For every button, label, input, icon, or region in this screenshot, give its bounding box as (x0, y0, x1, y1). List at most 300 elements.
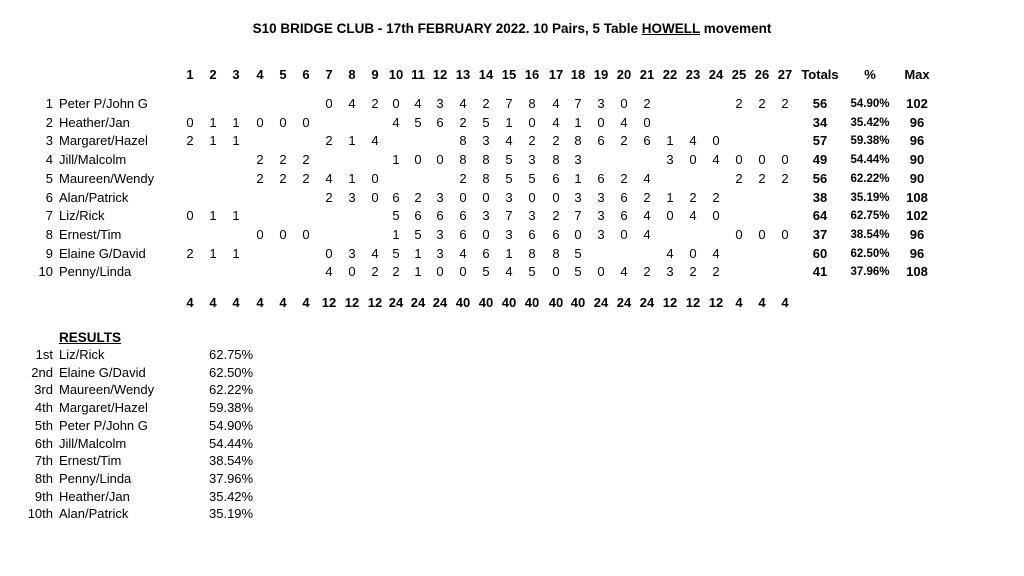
board-score: 4 (643, 208, 651, 224)
board-score: 1 (348, 170, 356, 186)
board-score: 2 (392, 264, 400, 280)
board-score: 6 (436, 114, 444, 130)
board-header: 14 (478, 67, 494, 82)
result-percent: 59.38% (209, 400, 254, 416)
pair-total: 41 (812, 264, 828, 280)
board-score: 6 (528, 226, 536, 242)
board-max: 12 (321, 295, 337, 310)
board-score: 0 (597, 264, 605, 280)
board-score: 3 (574, 189, 582, 205)
pair-name: Margaret/Hazel (59, 133, 148, 149)
board-score: 2 (459, 170, 467, 186)
board-header: 10 (388, 67, 404, 82)
result-place: 4th (34, 400, 53, 416)
board-score: 0 (459, 264, 467, 280)
pair-total: 56 (812, 96, 828, 111)
board-header: 16 (524, 67, 540, 82)
board-score: 1 (505, 114, 513, 130)
board-score: 6 (436, 208, 444, 224)
pair-number: 9 (45, 245, 53, 261)
board-score: 7 (505, 208, 513, 224)
board-score: 1 (505, 245, 513, 261)
board-score: 1 (392, 152, 400, 168)
board-score: 2 (712, 264, 720, 280)
result-percent: 38.54% (209, 453, 254, 469)
board-score: 5 (482, 264, 490, 280)
board-score: 2 (643, 96, 651, 111)
board-score: 0 (689, 245, 697, 261)
board-score: 4 (392, 114, 400, 130)
board-score: 5 (574, 245, 582, 261)
pair-number: 6 (45, 189, 53, 205)
pair-percent: 35.19% (850, 191, 890, 204)
pair-name: Elaine G/David (59, 245, 146, 261)
result-percent: 37.96% (209, 470, 254, 486)
result-percent: 62.75% (209, 347, 254, 362)
pair-max: 90 (909, 152, 925, 168)
board-score: 3 (574, 152, 582, 168)
board-score: 0 (256, 226, 264, 242)
board-score: 7 (574, 96, 582, 111)
board-score: 8 (528, 96, 536, 111)
board-score: 1 (209, 114, 217, 130)
board-score: 2 (689, 264, 697, 280)
pair-number: 5 (45, 170, 53, 186)
board-score: 3 (436, 96, 444, 111)
board-score: 4 (689, 133, 697, 149)
result-place: 10th (27, 506, 53, 522)
board-score: 3 (505, 189, 513, 205)
board-header: 25 (731, 67, 747, 82)
board-max: 4 (256, 295, 264, 310)
board-score: 0 (392, 96, 400, 111)
board-score: 8 (459, 133, 467, 149)
board-score: 0 (279, 114, 287, 130)
board-max: 4 (279, 295, 287, 310)
board-score: 4 (505, 133, 513, 149)
board-header: 13 (455, 67, 471, 82)
board-score: 1 (209, 133, 217, 149)
board-score: 2 (528, 133, 536, 149)
board-score: 0 (528, 189, 536, 205)
pair-percent: 62.22% (850, 172, 890, 185)
board-score: 0 (482, 189, 490, 205)
result-name: Liz/Rick (59, 347, 105, 362)
board-score: 0 (302, 226, 310, 242)
board-score: 2 (279, 170, 287, 186)
pair-total: 38 (812, 189, 828, 205)
board-header: 8 (348, 67, 356, 82)
pair-number: 7 (45, 208, 53, 224)
board-score: 5 (392, 245, 400, 261)
board-score: 6 (552, 170, 560, 186)
board-score: 2 (552, 133, 560, 149)
board-score: 8 (552, 152, 560, 168)
board-score: 0 (620, 96, 628, 111)
board-score: 6 (597, 170, 605, 186)
result-place: 3rd (34, 382, 53, 398)
result-name: Ernest/Tim (59, 453, 122, 469)
result-name: Penny/Linda (59, 470, 132, 486)
board-header: 11 (411, 67, 425, 82)
board-score: 0 (597, 114, 605, 130)
result-percent: 35.19% (209, 506, 254, 522)
board-score: 5 (528, 170, 536, 186)
board-score: 4 (712, 245, 720, 261)
board-score: 5 (414, 226, 422, 242)
results-heading: RESULTS (59, 330, 122, 345)
result-name: Jill/Malcolm (59, 435, 127, 451)
board-score: 2 (689, 189, 697, 205)
board-score: 2 (735, 170, 743, 186)
title-howell: HOWELL (641, 21, 701, 36)
pair-number: 1 (45, 96, 53, 111)
board-score: 3 (482, 133, 490, 149)
board-max: 4 (186, 295, 194, 310)
board-header: 19 (593, 67, 609, 82)
page-title (0, 21, 1024, 36)
board-header: 7 (325, 67, 333, 82)
board-score: 3 (597, 189, 605, 205)
board-score: 2 (620, 133, 628, 149)
board-score: 5 (482, 114, 490, 130)
result-percent: 54.44% (209, 435, 254, 451)
pair-total: 34 (812, 114, 828, 130)
title-prefix: S10 BRIDGE CLUB - 17th FEBRUARY 2022. 10 Pairs, 5 Table (252, 21, 642, 36)
board-score: 2 (325, 189, 333, 205)
pair-max: 96 (909, 114, 925, 130)
board-score: 0 (302, 114, 310, 130)
board-score: 2 (643, 189, 651, 205)
board-max: 40 (478, 295, 494, 310)
pair-max: 96 (909, 245, 925, 261)
board-score: 0 (689, 152, 697, 168)
board-score: 6 (620, 189, 628, 205)
board-max: 4 (232, 295, 240, 310)
result-place: 7th (34, 453, 53, 469)
board-score: 0 (528, 114, 536, 130)
board-score: 0 (643, 114, 651, 130)
pair-max: 96 (909, 133, 925, 149)
board-score: 1 (209, 208, 217, 224)
board-max: 4 (781, 295, 789, 310)
board-score: 2 (325, 133, 333, 149)
pair-name: Penny/Linda (59, 264, 132, 280)
board-score: 6 (597, 133, 605, 149)
result-percent: 62.22% (209, 382, 254, 398)
board-score: 8 (482, 152, 490, 168)
board-score: 2 (371, 264, 379, 280)
board-score: 6 (459, 226, 467, 242)
board-score: 6 (482, 245, 490, 261)
board-score: 3 (436, 189, 444, 205)
board-score: 4 (371, 245, 379, 261)
result-place: 6th (34, 435, 53, 451)
board-header: 18 (570, 67, 586, 82)
board-score: 2 (186, 245, 194, 261)
pair-total: 64 (812, 208, 828, 224)
board-max: 40 (570, 295, 586, 310)
board-score: 1 (574, 114, 582, 130)
result-name: Peter P/John G (59, 417, 148, 433)
board-header: 1 (186, 67, 194, 82)
board-score: 3 (528, 152, 536, 168)
result-name: Elaine G/David (59, 364, 146, 380)
board-max: 12 (344, 295, 360, 310)
pair-total: 49 (812, 152, 828, 168)
board-score: 8 (459, 152, 467, 168)
pair-name: Ernest/Tim (59, 226, 122, 242)
board-score: 5 (414, 114, 422, 130)
board-score: 3 (597, 96, 605, 111)
board-header: 4 (256, 67, 264, 82)
board-score: 2 (758, 170, 766, 186)
result-percent: 54.90% (209, 417, 254, 433)
board-max: 40 (501, 295, 517, 310)
pair-percent: 62.75% (850, 210, 890, 223)
pair-name: Peter P/John G (59, 96, 148, 111)
board-score: 0 (256, 114, 264, 130)
pair-name: Alan/Patrick (59, 189, 129, 205)
board-header: 27 (777, 67, 793, 82)
board-header: 3 (232, 67, 240, 82)
board-max: 24 (388, 295, 404, 310)
board-score: 2 (482, 96, 490, 111)
result-name: Margaret/Hazel (59, 400, 148, 416)
board-max: 24 (616, 295, 632, 310)
board-header: 21 (639, 67, 655, 82)
board-score: 8 (574, 133, 582, 149)
board-score: 1 (574, 170, 582, 186)
board-score: 1 (232, 114, 240, 130)
pair-total: 56 (812, 170, 828, 186)
board-score: 0 (552, 189, 560, 205)
board-score: 0 (436, 152, 444, 168)
result-place: 1st (35, 347, 53, 362)
board-score: 6 (414, 208, 422, 224)
board-score: 0 (712, 133, 720, 149)
board-max: 40 (548, 295, 564, 310)
board-score: 4 (459, 245, 467, 261)
pair-total: 57 (812, 133, 828, 149)
title-suffix: movement (700, 21, 772, 36)
board-score: 2 (186, 133, 194, 149)
board-score: 8 (552, 245, 560, 261)
board-score: 0 (620, 226, 628, 242)
board-score: 1 (232, 245, 240, 261)
board-score: 0 (325, 245, 333, 261)
board-score: 2 (302, 170, 310, 186)
pair-max: 102 (906, 96, 928, 111)
board-score: 4 (371, 133, 379, 149)
pair-number: 2 (45, 114, 53, 130)
board-header: 12 (432, 67, 448, 82)
pair-number: 10 (38, 264, 53, 280)
result-name: Alan/Patrick (59, 506, 129, 522)
board-score: 2 (459, 114, 467, 130)
pair-name: Maureen/Wendy (59, 170, 155, 186)
board-score: 3 (436, 226, 444, 242)
pair-percent: 54.44% (850, 154, 890, 167)
board-score: 2 (371, 96, 379, 111)
board-score: 0 (781, 226, 789, 242)
board-score: 0 (666, 208, 674, 224)
board-score: 0 (574, 226, 582, 242)
board-score: 0 (758, 226, 766, 242)
board-score: 0 (325, 96, 333, 111)
pair-max: 108 (906, 264, 928, 280)
board-score: 6 (620, 208, 628, 224)
board-score: 4 (348, 96, 356, 111)
pair-number: 4 (45, 152, 53, 168)
board-max: 4 (735, 295, 743, 310)
board-header: 15 (501, 67, 517, 82)
board-score: 5 (392, 208, 400, 224)
pair-number: 8 (45, 226, 53, 242)
board-score: 2 (279, 152, 287, 168)
board-score: 5 (505, 152, 513, 168)
board-score: 3 (348, 189, 356, 205)
pair-name: Liz/Rick (59, 208, 105, 224)
board-score: 0 (781, 152, 789, 168)
board-score: 4 (643, 170, 651, 186)
board-score: 1 (666, 189, 674, 205)
board-header: 5 (279, 67, 287, 82)
result-percent: 35.42% (209, 488, 254, 504)
board-score: 1 (392, 226, 400, 242)
board-score: 5 (528, 264, 536, 280)
board-score: 3 (597, 208, 605, 224)
board-score: 7 (574, 208, 582, 224)
board-score: 3 (348, 245, 356, 261)
result-place: 8th (34, 470, 53, 486)
board-max: 24 (639, 295, 655, 310)
board-score: 4 (666, 245, 674, 261)
board-score: 4 (325, 170, 333, 186)
pair-percent: 59.38% (850, 135, 890, 148)
board-score: 4 (620, 114, 628, 130)
result-place: 5th (34, 417, 53, 433)
pair-percent: 54.90% (850, 98, 890, 110)
board-score: 4 (689, 208, 697, 224)
board-score: 0 (758, 152, 766, 168)
board-score: 4 (325, 264, 333, 280)
board-score: 0 (552, 264, 560, 280)
board-score: 2 (781, 96, 789, 111)
pair-max: 108 (906, 189, 928, 205)
board-score: 0 (279, 226, 287, 242)
result-place: 9th (34, 488, 53, 504)
board-score: 1 (414, 264, 422, 280)
board-score: 4 (620, 264, 628, 280)
board-score: 4 (505, 264, 513, 280)
board-score: 5 (505, 170, 513, 186)
board-score: 7 (505, 96, 513, 111)
board-score: 0 (371, 189, 379, 205)
board-score: 2 (620, 170, 628, 186)
board-header: 2 (209, 67, 217, 82)
pair-name: Heather/Jan (59, 114, 130, 130)
board-score: 0 (414, 152, 422, 168)
board-max: 24 (593, 295, 609, 310)
board-header: 6 (302, 67, 310, 82)
board-score: 2 (256, 170, 264, 186)
board-score: 1 (348, 133, 356, 149)
board-score: 2 (414, 189, 422, 205)
pair-percent: 38.54% (850, 228, 890, 241)
board-max: 40 (455, 295, 471, 310)
board-score: 2 (712, 189, 720, 205)
board-max: 4 (302, 295, 310, 310)
board-score: 0 (186, 114, 194, 130)
board-score: 4 (552, 114, 560, 130)
board-score: 1 (232, 208, 240, 224)
result-name: Heather/Jan (59, 488, 130, 504)
board-score: 0 (459, 189, 467, 205)
board-score: 3 (436, 245, 444, 261)
board-score: 5 (574, 264, 582, 280)
pair-max: 96 (909, 226, 925, 242)
board-max: 12 (708, 295, 724, 310)
board-score: 1 (666, 133, 674, 149)
board-score: 0 (186, 208, 194, 224)
pair-name: Jill/Malcolm (59, 152, 127, 168)
board-score: 4 (643, 226, 651, 242)
pair-percent: 37.96% (850, 266, 890, 279)
board-score: 1 (232, 133, 240, 149)
board-score: 3 (505, 226, 513, 242)
board-score: 2 (256, 152, 264, 168)
board-header: 26 (754, 67, 770, 82)
board-score: 4 (459, 96, 467, 111)
board-header: 9 (371, 67, 379, 82)
board-score: 0 (371, 170, 379, 186)
totals-header: Totals (801, 67, 839, 82)
board-score: 3 (666, 152, 674, 168)
board-header: 24 (708, 67, 724, 82)
board-score: 6 (392, 189, 400, 205)
board-score: 2 (302, 152, 310, 168)
percent-header: % (864, 67, 876, 82)
pair-max: 102 (906, 208, 928, 224)
board-score: 8 (482, 170, 490, 186)
board-score: 1 (414, 245, 422, 261)
board-header: 17 (548, 67, 564, 82)
board-score: 0 (735, 226, 743, 242)
board-score: 0 (348, 264, 356, 280)
board-score: 2 (643, 264, 651, 280)
board-score: 3 (482, 208, 490, 224)
board-score: 0 (735, 152, 743, 168)
pair-total: 37 (812, 226, 828, 242)
board-score: 6 (459, 208, 467, 224)
pair-total: 60 (812, 245, 828, 261)
board-max: 4 (209, 295, 217, 310)
board-header: 20 (616, 67, 632, 82)
board-score: 2 (735, 96, 743, 111)
board-score: 4 (552, 96, 560, 111)
board-header: 23 (685, 67, 701, 82)
board-score: 6 (552, 226, 560, 242)
board-score: 8 (528, 245, 536, 261)
board-score: 3 (597, 226, 605, 242)
board-max: 40 (524, 295, 540, 310)
result-place: 2nd (31, 364, 53, 380)
board-score: 0 (436, 264, 444, 280)
board-max: 4 (758, 295, 766, 310)
board-score: 2 (552, 208, 560, 224)
pair-percent: 35.42% (850, 116, 890, 129)
